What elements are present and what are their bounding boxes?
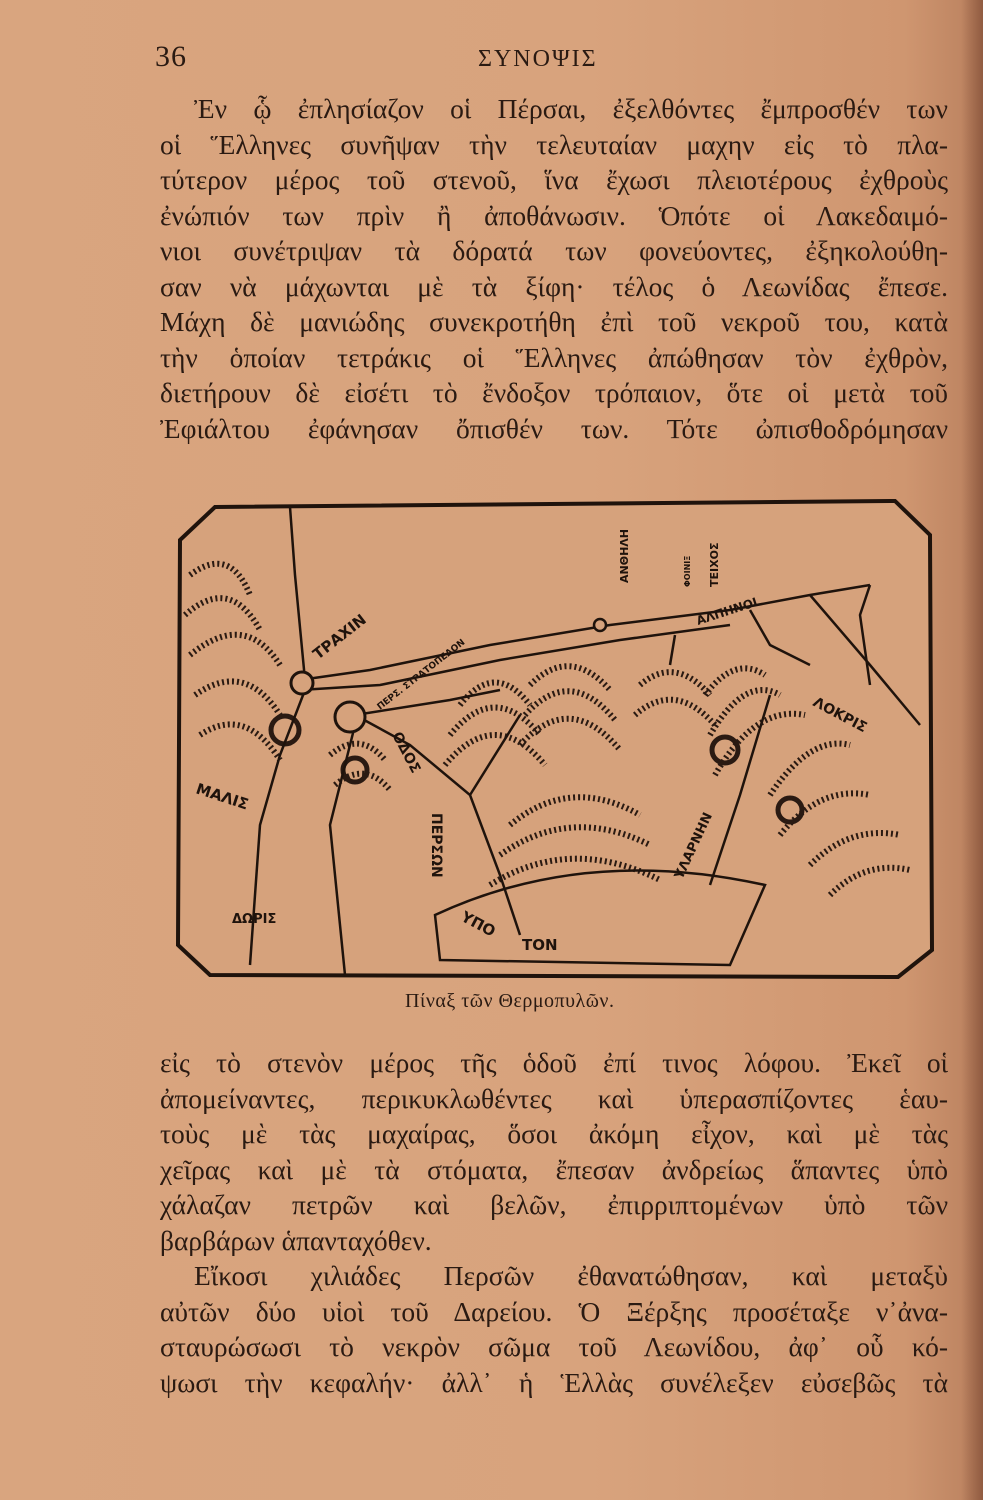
- text-line: Μάχη δὲ μανιώδης συνεκροτήθη ἐπὶ τοῦ νεκροῦ του, κατὰ: [160, 306, 948, 337]
- label-person: ΠΕΡΣΩΝ: [428, 813, 444, 878]
- label-anthili: ΑΝΘΗΛΗ: [618, 529, 631, 583]
- label-persian-camp: ΠΕΡΣ. ΣΤΡΑΤΟΠΕΔΟΝ: [375, 637, 468, 713]
- text-line: αὐτῶν δύο υἱοὶ τοῦ Δαρείου. Ὁ Ξέρξης προσέταξε ν᾿ἀνα-: [160, 1295, 948, 1327]
- label-lokris: ΛΟΚΡΙΣ: [810, 694, 870, 737]
- text-line: νιοι συνέτριψαν τὰ δόρατά των φονεύοντες, ἐξηκολούθη-: [160, 235, 948, 266]
- label-ton: ΤΟΝ: [522, 936, 558, 954]
- label-trachin: ΤΡΑΧΙΝ: [309, 610, 370, 664]
- thermopylae-map: [170, 495, 940, 985]
- label-alpinoi: ΑΛΠΗΝΟΙ: [694, 594, 760, 628]
- text-line: τοὺς μὲ τὰς μαχαίρας, ὅσοι ἀκόμη εἶχον, καὶ μὲ τὰς: [160, 1118, 948, 1149]
- text-line: ἀπομείναντες, περικυκλωθέντες καὶ ὑπερασπίζοντες ἑαυ-: [160, 1082, 948, 1114]
- label-doris: ΔΩΡΙΣ: [232, 912, 277, 927]
- map-caption: Πίναξ τῶν Θερμοπυλῶν.: [405, 990, 615, 1012]
- text-line: Εἴκοσι χιλιάδες Περσῶν ἐθανατώθησαν, καὶ μεταξὺ: [194, 1260, 948, 1291]
- text-line: ψωσι τὴν κεφαλήν· ἀλλ᾿ ἡ Ἑλλὰς συνέλεξεν εὐσεβῶς τὰ: [160, 1366, 948, 1398]
- running-title: ΣΥΝΟΨΙΣ: [478, 46, 598, 72]
- text-line: ἐνώπιόν των πρὶν ἢ ἀποθάνωσιν. Ὁπότε οἱ Λακεδαιμό-: [160, 199, 948, 231]
- paragraph-bottom: [160, 1045, 948, 1400]
- text-line: χάλαζαν πετρῶν καὶ βελῶν, ἐπιρριπτομένων ὑπὸ τῶν: [160, 1189, 948, 1220]
- text-line: σαν νὰ μάχωνται μὲ τὰ ξίφη· τέλος ὁ Λεωνίδας ἔπεσε.: [160, 270, 948, 302]
- text-line: εἰς τὸ στενὸν μέρος τῆς ὁδοῦ ἐπί τινος λόφου. Ἐκεῖ οἱ: [160, 1047, 948, 1078]
- text-line: τὴν ὁποίαν τετράκις οἱ Ἕλληνες ἀπώθησαν τὸν ἐχθρὸν,: [160, 341, 948, 373]
- label-teichos: ΤΕΙΧΟΣ: [708, 542, 721, 587]
- text-line: σταυρώσωσι τὸ νεκρὸν σῶμα τοῦ Λεωνίδου, ἀφ᾿ οὗ κό-: [160, 1331, 948, 1362]
- map-frame: [178, 501, 932, 977]
- town-marker: [594, 619, 606, 631]
- page-edge-shadow: [961, 0, 983, 1500]
- town-marker: [291, 672, 313, 694]
- text-line: τύτερον μέρος τοῦ στενοῦ, ἵνα ἔχωσι πλειοτέρους ἐχθροὺς: [160, 164, 948, 195]
- label-malis: ΜΑΛΙΣ: [193, 779, 251, 814]
- text-line: χεῖρας καὶ μὲ τὰ στόματα, ἔπεσαν ἀνδρείως ἅπαντες ὑπὸ: [160, 1153, 948, 1185]
- text-line: διετήρουν δὲ εἰσέτι τὸ ἔνδοξον τρόπαιον, ὅτε οἱ μετὰ τοῦ: [160, 377, 948, 408]
- paragraph-top: [160, 91, 948, 446]
- text-line: Ἐφιάλτου ἐφάνησαν ὄπισθέν των. Τότε ὠπισθοδρόμησαν: [160, 412, 948, 444]
- text-line: Ἐν ᾧ ἐπλησίαζον οἱ Πέρσαι, ἐξελθόντες ἔμπροσθέν των: [194, 93, 948, 124]
- page-number: 36: [155, 40, 187, 73]
- label-ypo: ΥΠΟ: [458, 907, 499, 941]
- label-odos: ΟΔΟΣ: [388, 729, 424, 776]
- label-ylarnin: ΥΛΑΡΝΗΝ: [672, 810, 716, 882]
- town-marker: [335, 702, 365, 732]
- label-phoinix: ΦΟΙΝΙΞ: [683, 555, 692, 587]
- text-line: βαρβάρων ἁπανταχόθεν.: [160, 1224, 432, 1256]
- text-line: οἱ Ἕλληνες συνῆψαν τὴν τελευταίαν μαχην εἰς τὸ πλα-: [160, 128, 948, 160]
- map-illustration: [170, 495, 940, 985]
- page-header: [155, 40, 945, 80]
